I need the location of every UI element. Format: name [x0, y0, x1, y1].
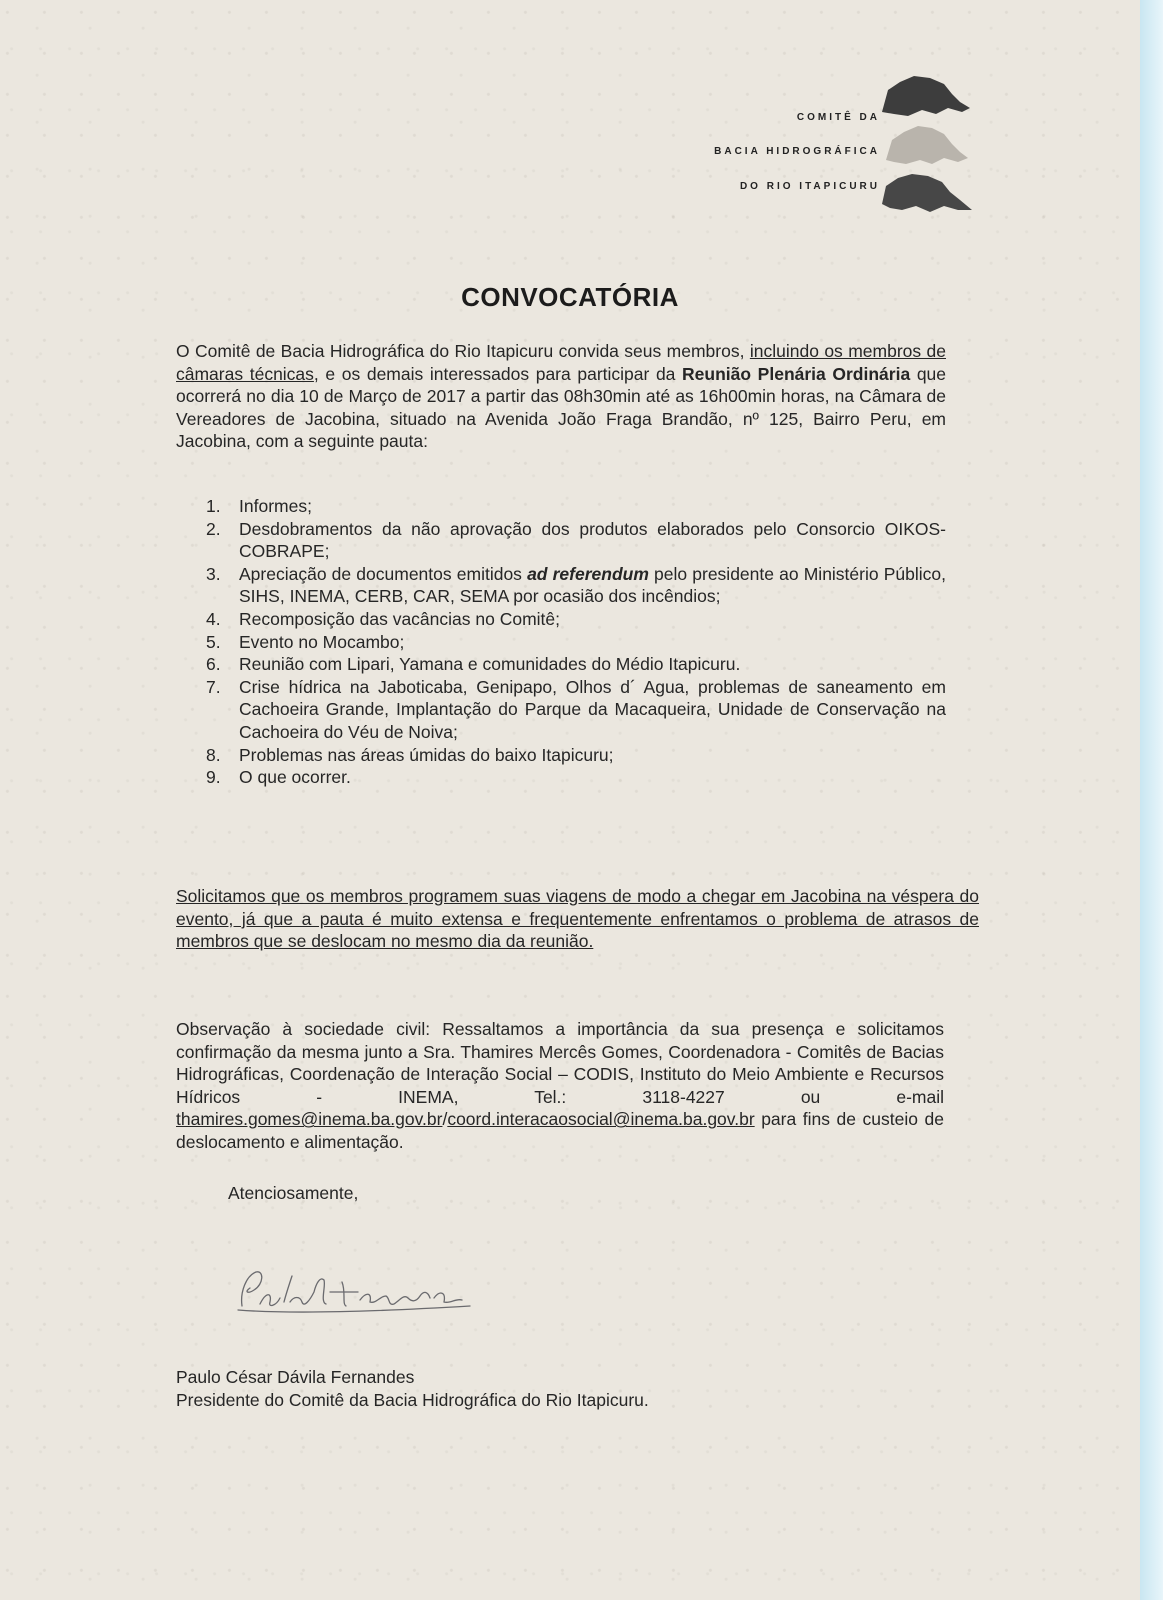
basin-map-icon-bottom [878, 170, 974, 220]
agenda-item-number: 6. [206, 654, 221, 675]
agenda-item-number: 3. [206, 563, 221, 584]
agenda-item-number: 1. [206, 496, 221, 516]
agenda-item [176, 495, 946, 518]
agenda-item-text: Problemas nas áreas úmidas do baixo Itapicuru; [239, 744, 614, 765]
agenda-item-number: 4. [206, 608, 221, 629]
basin-map-icon-middle [880, 120, 972, 170]
closing-salutation: Atenciosamente, [228, 1183, 359, 1203]
agenda-item-number: 8. [206, 744, 221, 765]
org-name-line-1: COMITÊ DA [796, 112, 880, 123]
travel-notice: Solicitamos que os membros programem suas viagens de modo a chegar em Jacobina na véspera do evento, já que a pauta é muito extensa e frequentemente enfrentamos o problema de atrasos de membros que se deslocam no mesmo dia da reunião. [176, 886, 979, 952]
agenda-item-number: 7. [206, 676, 221, 697]
agenda-item-text: Evento no Mocambo; [239, 631, 405, 652]
basin-map-icon-top [878, 72, 974, 122]
agenda-item-text: Desdobramentos da não aprovação dos produtos elaborados pelo Consorcio OIKOS-COBRAPE; [239, 518, 946, 562]
agenda-item-text-post: pelo presidente ao Ministério Público, SIHS, INEMA, CERB, CAR, SEMA por ocasião dos incêndios; [239, 563, 946, 607]
agenda-item [176, 631, 946, 654]
agenda-item-number: 2. [206, 518, 221, 539]
observation-text-2: para fins de custeio de deslocamento e alimentação. [176, 1109, 944, 1152]
observation-paragraph [176, 1018, 944, 1154]
agenda-item-text: Reunião com Lipari, Yamana e comunidades do Médio Itapicuru. [239, 654, 741, 675]
meeting-type: Reunião Plenária Ordinária [682, 363, 911, 384]
document-title: CONVOCATÓRIA [461, 282, 679, 312]
org-name-line-3: DO RIO ITAPICURU [739, 181, 880, 192]
intro-text-2: , e os demais interessados para participar da [313, 363, 683, 384]
agenda-item-text: Recomposição das vacâncias no Comitê; [239, 608, 560, 629]
signer-block [176, 1366, 649, 1411]
intro-text-3: que ocorrerá no dia 10 de Março de 2017 a partir das 08h30min até as 16h00min horas, na Câmara de Vereadores de Jacobina, situado na Avenida João Fraga Brandão, nº 125, Bairro Peru, em Jacobina, com a seguinte pauta: [176, 363, 947, 452]
agenda-item [176, 744, 946, 767]
agenda-item-text-pre: Apreciação de documentos emitidos [239, 563, 528, 584]
email-link-2[interactable]: coord.interacaosocial@inema.ba.gov.br [447, 1109, 755, 1130]
agenda-item [176, 766, 946, 789]
agenda-item [176, 676, 946, 744]
email-link-1[interactable]: thamires.gomes@inema.ba.gov.br [176, 1109, 443, 1130]
intro-underlined-text: incluindo os membros de câmaras técnicas [176, 341, 946, 384]
signature-image [230, 1262, 490, 1322]
agenda-item-number: 9. [206, 767, 221, 788]
agenda-item [176, 518, 946, 563]
agenda-item-text: Crise hídrica na Jaboticaba, Genipapo, Olhos d´ Agua, problemas de saneamento em Cachoeira Grande, Implantação do Parque da Macaqueira, Unidade de Conservação na Cachoeira do Véu de Noiva; [239, 676, 946, 742]
agenda-list [176, 495, 946, 789]
email-separator: / [442, 1109, 448, 1130]
agenda-item-number: 5. [206, 631, 221, 652]
intro-paragraph [176, 340, 946, 453]
signer-name: Paulo César Dávila Fernandes [176, 1367, 415, 1387]
signer-role: Presidente do Comitê da Bacia Hidrográfica do Rio Itapicuru. [176, 1389, 649, 1410]
agenda-item-emphasis: ad referendum [527, 563, 649, 584]
scanner-edge [1140, 0, 1163, 1600]
agenda-item [176, 608, 946, 631]
observation-text-1: Observação à sociedade civil: Ressaltamos a importância da sua presença e solicitamos confirmação da mesma junto a Sra. Thamires Mercês Gomes, Coordenadora - Comitês de Bacias Hidrográficas, Coordenação de Interação Social – CODIS, Instituto do Meio Ambiente e Recursos Hídricos - INEMA, Tel.: 3118-4227 ou e-mail [176, 1019, 944, 1107]
agenda-item [176, 653, 946, 676]
intro-text-1: O Comitê de Bacia Hidrográfica do Rio Itapicuru convida seus membros, [176, 341, 750, 361]
org-name-line-2: BACIA HIDROGRÁFICA [714, 146, 880, 157]
agenda-item-text: Informes; [239, 496, 312, 516]
agenda-item [176, 563, 946, 608]
agenda-item-text: O que ocorrer. [239, 767, 351, 788]
